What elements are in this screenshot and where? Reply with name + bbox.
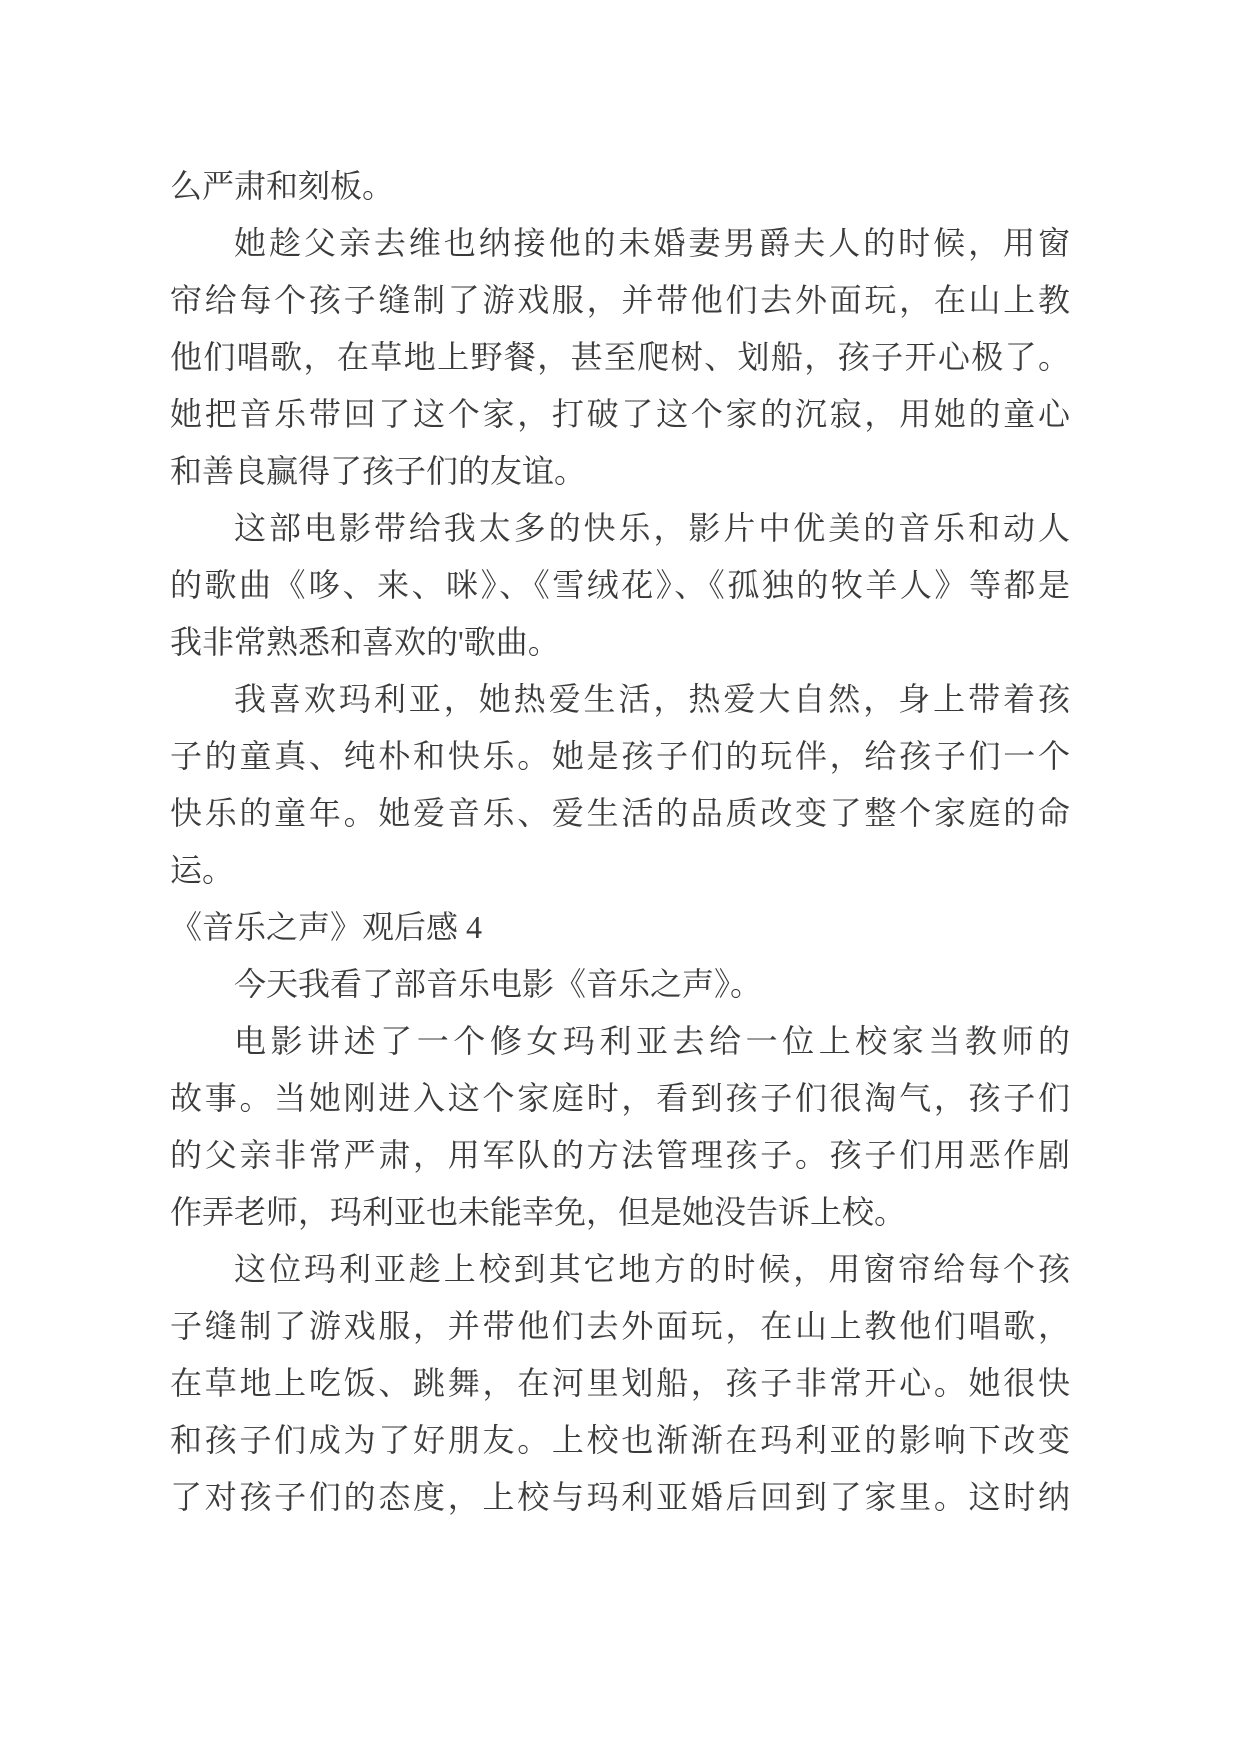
text-line: 电影讲述了一个修女玛利亚去给一位上校家当教师的	[234, 1023, 1070, 1059]
text-line: 和善良赢得了孩子们的友谊。	[170, 453, 587, 489]
document-text-block	[170, 158, 1070, 1526]
text-line: 的父亲非常严肃，用军队的方法管理孩子。孩子们用恶作剧	[170, 1137, 1070, 1173]
text-line: 快乐的童年。她爱音乐、爱生活的品质改变了整个家庭的命	[170, 795, 1070, 831]
text-line: 他们唱歌，在草地上野餐，甚至爬树、划船，孩子开心极了。	[170, 339, 1070, 375]
text-line: 运。	[170, 852, 235, 888]
text-line: 这位玛利亚趁上校到其它地方的时候，用窗帘给每个孩	[234, 1251, 1070, 1287]
text-line: 我喜欢玛利亚，她热爱生活，热爱大自然，身上带着孩	[234, 681, 1070, 717]
text-line: 在草地上吃饭、跳舞，在河里划船，孩子非常开心。她很快	[170, 1365, 1070, 1401]
text-line: 和孩子们成为了好朋友。上校也渐渐在玛利亚的影响下改变	[170, 1422, 1070, 1458]
text-line: 这部电影带给我太多的快乐，影片中优美的音乐和动人	[234, 510, 1070, 546]
text-line: 子缝制了游戏服，并带他们去外面玩，在山上教他们唱歌，	[170, 1308, 1070, 1344]
text-line: 了对孩子们的态度，上校与玛利亚婚后回到了家里。这时纳	[170, 1479, 1070, 1515]
text-line: 她把音乐带回了这个家，打破了这个家的沉寂，用她的童心	[170, 396, 1070, 432]
text-line: 么严肃和刻板。	[170, 168, 395, 204]
text-line: 帘给每个孩子缝制了游戏服，并带他们去外面玩，在山上教	[170, 282, 1070, 318]
text-line: 作弄老师，玛利亚也未能幸免，但是她没告诉上校。	[170, 1194, 907, 1230]
text-line: 她趁父亲去维也纳接他的未婚妻男爵夫人的时候，用窗	[234, 225, 1070, 261]
text-line: 今天我看了部音乐电影《音乐之声》。	[234, 966, 763, 1002]
text-line: 故事。当她刚进入这个家庭时，看到孩子们很淘气，孩子们	[170, 1080, 1070, 1116]
text-line: 我非常熟悉和喜欢的'歌曲。	[170, 624, 560, 660]
section-heading: 《音乐之声》观后感 4	[170, 909, 483, 945]
text-line: 子的童真、纯朴和快乐。她是孩子们的玩伴，给孩子们一个	[170, 738, 1070, 774]
text-line: 的歌曲《哆、来、咪》、《雪绒花》、《孤独的牧羊人》等都是	[170, 567, 1070, 603]
